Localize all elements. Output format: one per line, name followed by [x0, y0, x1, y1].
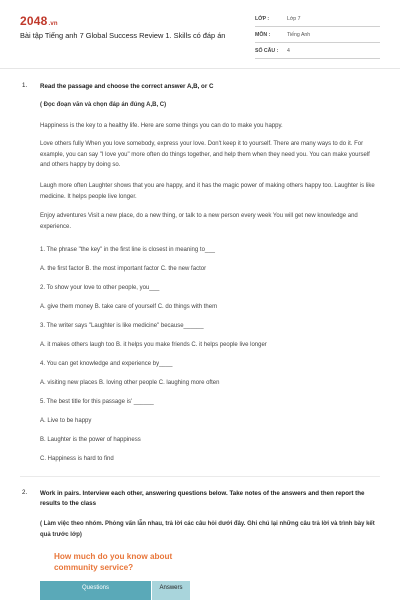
- header: [0, 0, 400, 66]
- site-logo[interactable]: [20, 14, 58, 28]
- meta-value: Tiếng Anh: [287, 32, 311, 38]
- answer-options: A. the first factor B. the most important factor C. the new factor: [40, 266, 207, 272]
- question-item: 5. The best title for this passage is' ______: [40, 399, 154, 405]
- question-item: 3. The writer says "Laughter is like medicine" because______: [40, 323, 204, 329]
- passage-paragraph: Enjoy adventures Visit a new place, do a new thing, or talk to a new person every week You will get new knowledge and experience.: [40, 213, 358, 230]
- meta-row-class: [255, 14, 380, 27]
- answer-option-b: B. Laughter is the power of happiness: [40, 437, 141, 443]
- meta-row-count: [255, 46, 380, 59]
- header-divider: [0, 68, 400, 69]
- question-2-subtitle: ( Làm việc theo nhóm. Phỏng vấn lẫn nhau, trả lời các câu hỏi dưới đây. Ghi chú lại những câu trả lời và trình bày kết quả trước lớp): [40, 521, 375, 538]
- meta-label: MÔN :: [255, 32, 271, 38]
- passage-paragraph: Love others fully When you love somebody, express your love. Don't keep it to yourself. There are many ways to do it. For example, you can say "I love you" more often do things together, and help them when they need you. You can make yourself and others happy by doing so.: [40, 141, 370, 168]
- answer-options: A. give them money B. take care of yourself C. do things with them: [40, 304, 218, 310]
- question-title: Work in pairs. Interview each other, answering questions below. Take notes of the answers and then report the results to the class: [40, 490, 365, 507]
- meta-label: SỐ CÂU :: [255, 48, 279, 54]
- document-title: Bài tập Tiếng anh 7 Global Success Review 1. Skills có đáp án: [20, 31, 226, 40]
- section-divider: [20, 476, 380, 477]
- meta-label: LỚP :: [255, 16, 270, 22]
- question-item: 4. You can get knowledge and experience by____: [40, 361, 173, 367]
- passage-paragraph: Happiness is the key to a healthy life. Here are some things you can do to make you happy.: [40, 123, 283, 129]
- answer-option-c: C. Happiness is hard to find: [40, 456, 114, 462]
- table-header-answers: Answers: [152, 581, 190, 600]
- community-service-heading: How much do you know about community service?: [54, 552, 173, 572]
- table-header-questions: Questions: [40, 581, 152, 600]
- survey-table: [40, 581, 190, 600]
- logo-text: 2048: [20, 14, 48, 28]
- meta-value: 4: [287, 48, 290, 54]
- logo-suffix: .vn: [48, 21, 58, 27]
- answer-options: A. it makes others laugh too B. it helps you make friends C. it helps people live longer: [40, 342, 267, 348]
- question-1-subtitle: ( Đọc đoạn văn và chọn đáp án đúng A,B, C): [40, 102, 167, 108]
- answer-options: A. visiting new places B. loving other people C. laughing more often: [40, 380, 220, 386]
- meta-value: Lớp 7: [287, 16, 301, 22]
- meta-row-subject: [255, 30, 380, 43]
- question-number: 2.: [22, 489, 28, 496]
- answer-option-a: A. Live to be happy: [40, 418, 92, 424]
- meta-info: [255, 14, 380, 62]
- question-item: 2. To show your love to other people, you___: [40, 285, 160, 291]
- question-item: 1. The phrase "the key" in the first line is closest in meaning to___: [40, 247, 215, 253]
- question-number: 1.: [22, 82, 28, 89]
- passage-paragraph: Laugh more often Laughter shows that you are happy, and it has the magic power of making others happy too. Laughter is like medicine. It helps people live longer.: [40, 183, 375, 200]
- question-title: Read the passage and choose the correct answer A,B, or C: [40, 83, 214, 90]
